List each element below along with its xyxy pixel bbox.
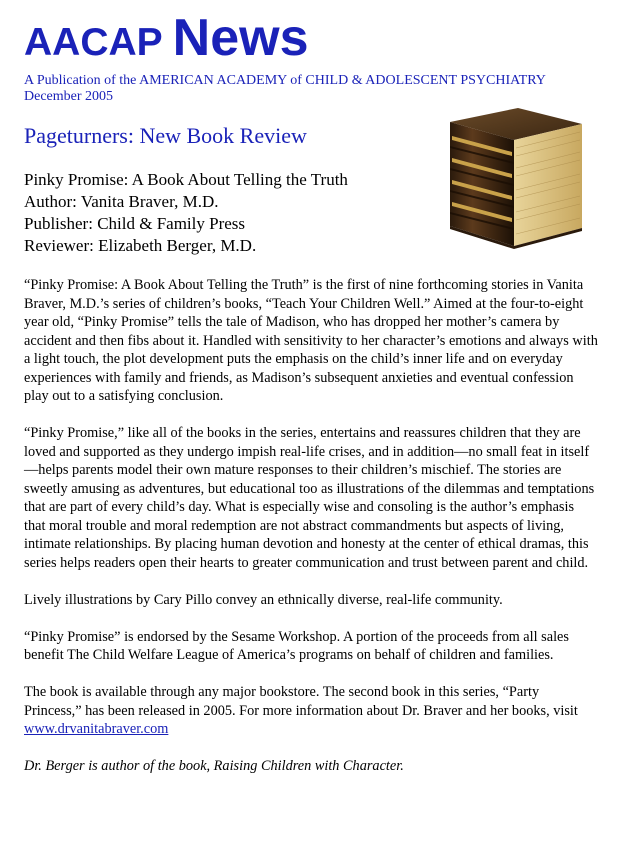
author-website-link[interactable]: www.drvanitabraver.com (24, 721, 169, 737)
book-author: Author: Vanita Braver, M.D. (24, 192, 219, 211)
stacked-books-illustration (440, 100, 590, 250)
masthead-news: News (172, 9, 309, 67)
article-paragraph-5 (24, 683, 599, 739)
article-paragraph-3: Lively illustrations by Cary Pillo convey an ethnically diverse, real-life community. (24, 591, 503, 608)
publication-date: December 2005 (24, 89, 114, 104)
author-footnote: Dr. Berger is author of the book, Raising Children with Character. (24, 758, 404, 774)
publication-line: A Publication of the AMERICAN ACADEMY of CHILD & ADOLESCENT PSYCHIATRY (24, 73, 546, 88)
article-paragraph-5-text: The book is available through any major bookstore. The second book in this series, “Party Princess,” has been released in 2005. For more information about Dr. Braver and her books, visit (24, 684, 578, 719)
book-reviewer: Reviewer: Elizabeth Berger, M.D. (24, 236, 257, 255)
masthead-brand: AACAP (24, 21, 163, 64)
article-paragraph-1: “Pinky Promise: A Book About Telling the Truth” is the first of nine forthcoming stories in Vanita Braver, M.D.’s series of children’s books, “Teach Your Children Well.” Aimed at the four-to-eight year old, “Pinky Promise” tells the tale of Madison, who has dropped her mother’s camera by accident and then fibs about it. Handled with sensitivity to her character’s emotions and always with a light touch, the plot development puts the emphasis on the child’s inner life and on everyday experiences with family and friends, as Madison’s subsequent anxieties and eventual confession play out to a satisfying conclusion. (24, 277, 598, 404)
book-publisher: Publisher: Child & Family Press (24, 214, 246, 233)
article-paragraph-4: “Pinky Promise” is endorsed by the Sesame Workshop. A portion of the proceeds from all sales benefit The Child Welfare League of America’s programs on behalf of children and families. (24, 628, 569, 663)
section-heading: Pageturners: New Book Review (24, 123, 307, 148)
book-title: Pinky Promise: A Book About Telling the Truth (24, 170, 348, 189)
article-body (24, 276, 599, 794)
article-paragraph-2: “Pinky Promise,” like all of the books in the series, entertains and reassures children that they are loved and supported as they undergo impish real-life crises, and in addition—no small feat in itself—helps parents model their own mature responses to their children’s mischief. The stories are sweetly amusing as adventures, but educational too as illustrations of the dilemmas and temptations that are part of every child’s day. What is especially wise and consoling is the author’s emphasis that moral trouble and moral redemption are not abstract commandments but aspects of living, intimate relationships. By placing human devotion and honesty at the center of ethical dramas, this series helps readers open their hearts to greater communication and trust between parent and child. (24, 425, 595, 571)
masthead (24, 8, 309, 68)
book-details (24, 169, 348, 257)
